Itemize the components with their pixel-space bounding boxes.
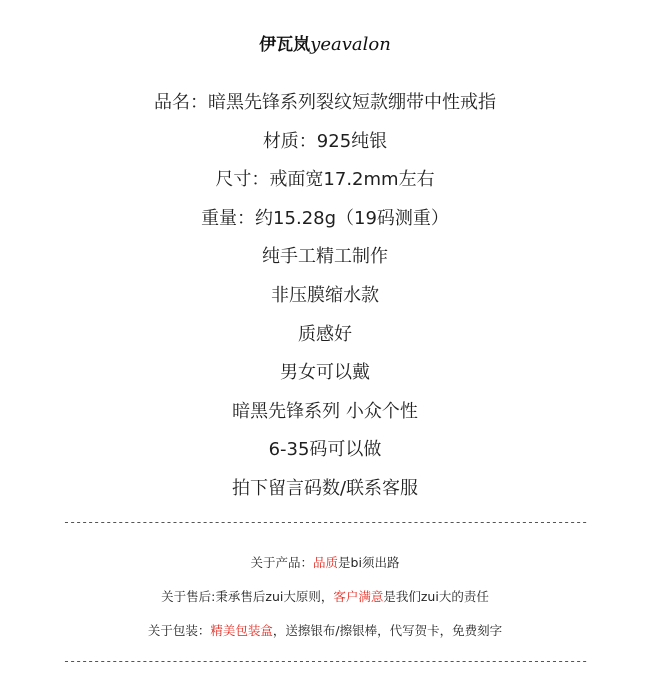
handmade-line: 纯手工精工制作 [262,246,388,268]
note-product-prefix: 关于产品： [250,555,314,570]
style-line: 非压膜缩水款 [271,284,379,306]
note-aftersale-suffix: 是我们zui大的责任 [383,589,489,604]
note-packaging-suffix: ，送擦银布/擦银棒，代写贺卡，免费刻字 [272,623,503,638]
note-product-highlight: 品质 [313,555,339,570]
series-line: 暗黑先锋系列 小众个性 [232,400,418,422]
brand-title [0,30,650,55]
size-range-line: 6-35码可以做 [268,439,382,461]
policy-notes [0,546,650,648]
note-packaging-prefix: 关于包装： [147,623,211,638]
order-note-line: 拍下留言码数/联系客服 [231,477,419,499]
note-packaging-highlight: 精美包装盒 [210,623,273,638]
unisex-line: 男女可以戴 [280,362,370,384]
note-product [0,546,650,580]
size-line: 尺寸：戒面宽17.2mm左右 [215,169,435,191]
quality-line: 质感好 [298,323,352,345]
note-packaging [0,614,650,648]
note-product-suffix: 是bi须出路 [338,555,400,570]
brand-latin: yeavalon [310,34,391,55]
note-aftersale-highlight: 客户满意 [333,589,384,604]
brand-chinese: 伊瓦岚 [259,35,311,55]
material-line: 材质：925纯银 [262,130,388,152]
product-name-line: 品名：暗黑先锋系列裂纹短款绷带中性戒指 [154,92,496,113]
note-aftersale [0,580,650,614]
separator-bottom: --------------------------------------------------------------------------------------- [62,654,588,668]
weight-line: 重量：约15.28g（19码测重） [201,207,449,229]
note-aftersale-prefix: 关于售后:秉承售后zui大原则， [161,589,334,604]
separator-top: --------------------------------------------------------------------------------------- [62,515,588,529]
spec-list [0,84,650,509]
